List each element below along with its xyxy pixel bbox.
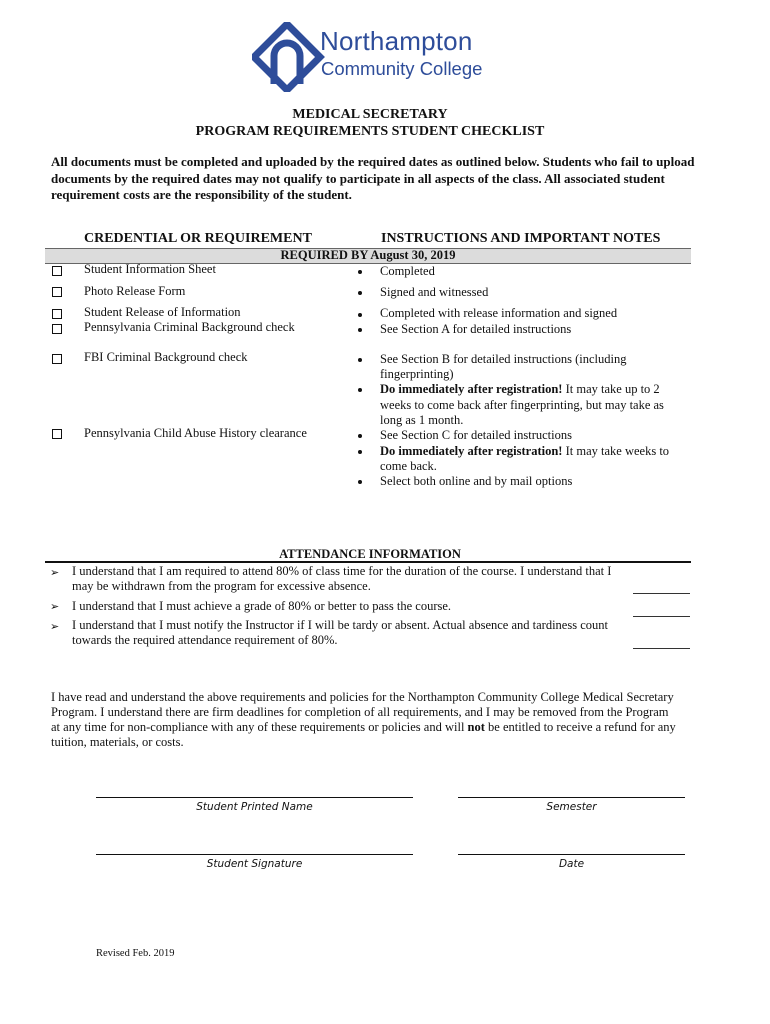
semester-label: Semester [546, 801, 597, 813]
acknowledgement-emphasis: not [467, 720, 485, 734]
required-by-label: REQUIRED BY August 30, 2019 [280, 248, 456, 262]
signature-label: Student Signature [206, 858, 303, 870]
bullet-icon [358, 388, 362, 392]
note-text [380, 444, 669, 460]
note-text: long as 1 month. [380, 413, 464, 427]
note-emphasis: Do immediately after registration! [380, 444, 563, 458]
checkbox-fbi-check[interactable] [52, 354, 62, 364]
requirement-label: FBI Criminal Background check [84, 350, 248, 364]
document-subtitle: PROGRAM REQUIREMENTS STUDENT CHECKLIST [195, 124, 545, 139]
requirement-label: Student Release of Information [84, 305, 241, 319]
arrow-bullet-icon: ➢ [50, 566, 60, 579]
arrow-bullet-icon: ➢ [50, 600, 60, 613]
bullet-icon [358, 328, 362, 332]
note-text: fingerprinting) [380, 367, 454, 381]
initials-line[interactable] [633, 593, 690, 594]
checkbox-photo-release[interactable] [52, 287, 62, 297]
logo-name: Northampton [320, 26, 473, 56]
acknowledgement-part: at any time for non-compliance with any of these requirements or policies and will [51, 720, 468, 734]
revision-note: Revised Feb. 2019 [96, 948, 175, 959]
logo-subname: Community College [321, 58, 483, 79]
attendance-item: I understand that I must achieve a grade of 80% or better to pass the course. [72, 599, 452, 613]
credential-column-header: CREDENTIAL OR REQUIREMENT [84, 231, 312, 246]
note-text: come back. [380, 459, 437, 473]
bullet-icon [358, 291, 362, 295]
acknowledgement-text [51, 720, 676, 736]
note-text [380, 382, 660, 398]
date-label: Date [558, 858, 585, 870]
initials-line[interactable] [633, 648, 690, 649]
attendance-item: I understand that I am required to attend 80% of class time for the duration of the course. I understand that I [72, 564, 612, 578]
attendance-item: may be withdrawn from the program for excessive absence. [72, 579, 371, 593]
acknowledgement-text: I have read and understand the above requirements and policies for the Northampton Community College Medical Secretary [51, 690, 674, 704]
document-title: MEDICAL SECRETARY [292, 107, 448, 122]
acknowledgement-text: tuition, materials, or costs. [51, 735, 184, 749]
attendance-header: ATTENDANCE INFORMATION [279, 547, 461, 561]
printed-name-label: Student Printed Name [196, 801, 313, 813]
intro-paragraph: All documents must be completed and uploaded by the required dates as outlined below. Students who fail to upload documents by the required dates may not qualify to participate in all aspects of the class. All associated student requirement costs are the responsibility of the student. [51, 154, 695, 202]
note-text: Select both online and by mail options [380, 474, 573, 488]
note-text: Completed with release information and signed [380, 306, 618, 320]
requirement-label: Student Information Sheet [84, 262, 216, 276]
requirement-label: Pennsylvania Criminal Background check [84, 320, 295, 334]
bullet-icon [358, 358, 362, 362]
date-line[interactable] [458, 854, 685, 855]
requirement-label: Photo Release Form [84, 284, 186, 298]
printed-name-line[interactable] [96, 797, 413, 798]
acknowledgement-part: be entitled to receive a refund for any [484, 720, 676, 734]
initials-line[interactable] [633, 616, 690, 617]
arrow-bullet-icon: ➢ [50, 620, 60, 633]
note-text: See Section A for detailed instructions [380, 322, 572, 336]
semester-line[interactable] [458, 797, 685, 798]
note-text: It may take weeks to [562, 444, 670, 458]
acknowledgement-text: Program. I understand there are firm deadlines for completion of all requirements, and I may be removed from the Program [51, 705, 669, 719]
note-text: Signed and witnessed [380, 285, 489, 299]
instructions-column-header: INSTRUCTIONS AND IMPORTANT NOTES [381, 231, 661, 246]
bullet-icon [358, 313, 362, 317]
checkbox-student-info[interactable] [52, 266, 62, 276]
checkbox-pa-criminal[interactable] [52, 324, 62, 334]
attendance-item: towards the required attendance requirement of 80%. [72, 633, 338, 647]
signature-line[interactable] [96, 854, 413, 855]
bullet-icon [358, 434, 362, 438]
attendance-item: I understand that I must notify the Instructor if I will be tardy or absent. Actual absence and tardiness count [72, 618, 608, 632]
attendance-rule [45, 561, 691, 563]
note-text: weeks to come back after fingerprinting, but may take as [380, 398, 664, 412]
note-text: See Section B for detailed instructions (including [380, 352, 627, 366]
checkbox-release-info[interactable] [52, 309, 62, 319]
note-text: Completed [380, 264, 435, 278]
bullet-icon [358, 270, 362, 274]
note-text: See Section C for detailed instructions [380, 428, 572, 442]
requirement-label: Pennsylvania Child Abuse History clearance [84, 426, 307, 440]
note-emphasis: Do immediately after registration! [380, 382, 563, 396]
checkbox-child-abuse[interactable] [52, 429, 62, 439]
bullet-icon [358, 450, 362, 454]
note-text: It may take up to 2 [562, 382, 660, 396]
bullet-icon [358, 480, 362, 484]
